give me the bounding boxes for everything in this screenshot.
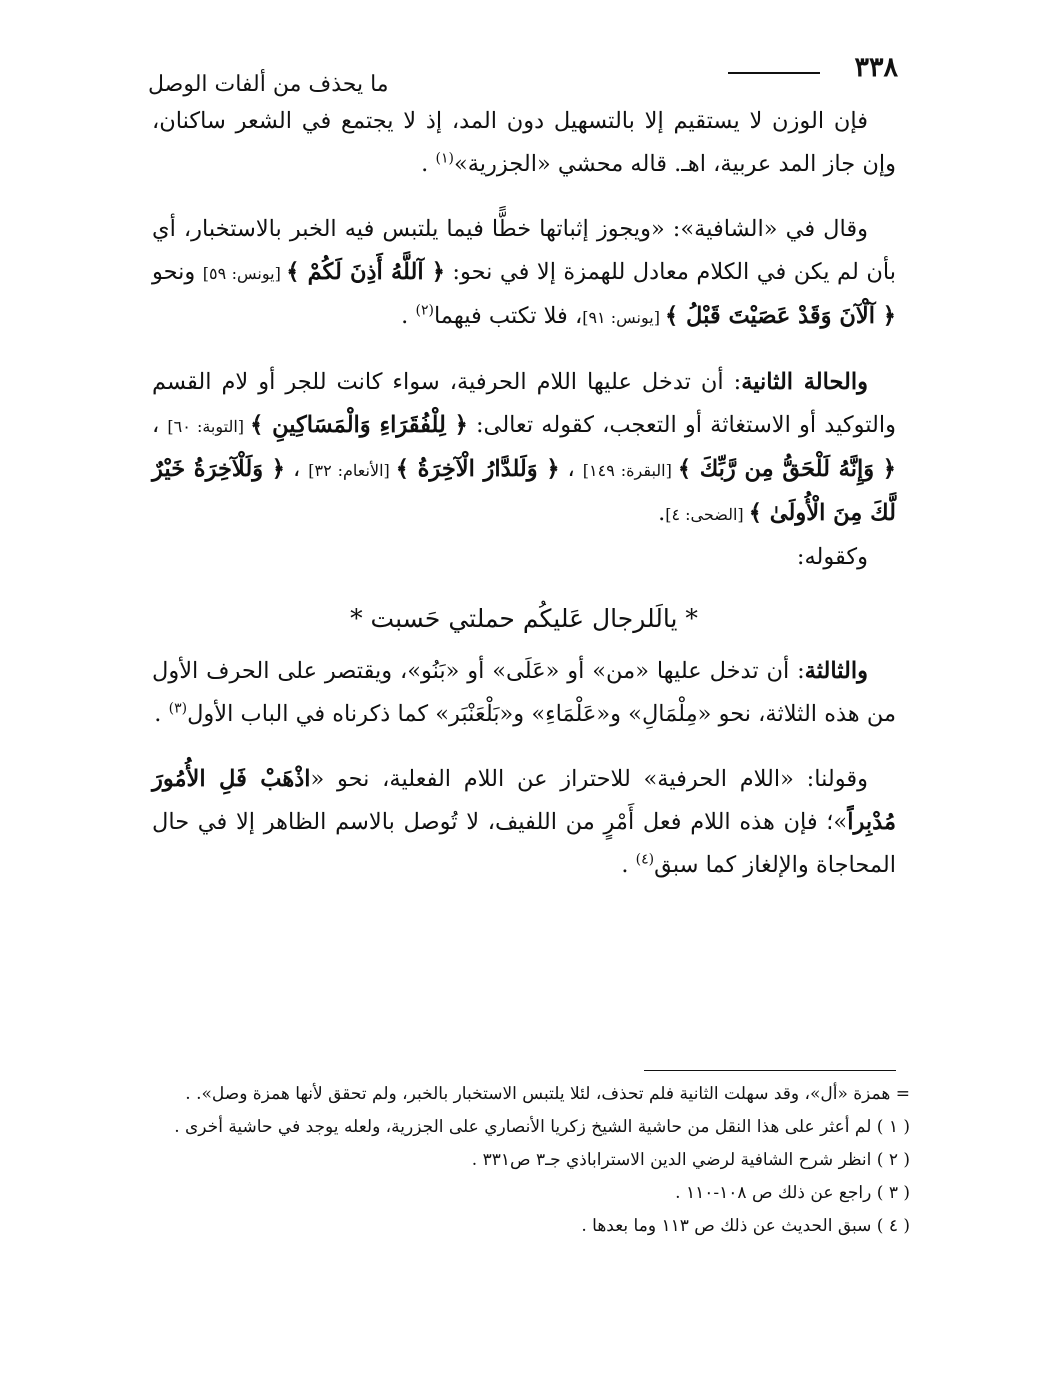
quran-quote: ﴿ وَإِنَّهُ لَلْحَقُّ مِن رَّبِّكَ ﴾ — [677, 456, 896, 482]
running-title: ما يحذف من ألفات الوصل — [148, 72, 389, 97]
quran-quote: ﴿ آلْآنَ وَقَدْ عَصَيْتَ قَبْلُ ﴾ — [665, 303, 896, 329]
footnote-ref-3: (٣) — [168, 700, 188, 717]
quran-quote: ﴿ آللَّهُ أَذِنَ لَكُمْ ﴾ — [286, 259, 445, 285]
paragraph-4: وكقوله: — [796, 544, 868, 570]
quran-quote: ﴿ لِلْفُقَرَاءِ وَالْمَسَاكِينِ ﴾ — [250, 412, 468, 438]
footnote-3: ( ٣ ) راجع عن ذلك ص ١٠٨-١١٠ . — [675, 1183, 910, 1203]
quoted-verse: اذْهَبْ فَلِ الأُمُورَ مُدْبِراً — [152, 766, 896, 835]
footnote-ref-1: (١) — [435, 150, 454, 167]
surah-ref: [يونس: ٩١] — [582, 308, 666, 327]
header-rule — [728, 72, 820, 74]
surah-ref: [الأنعام: ٣٢] — [308, 461, 396, 480]
poetry-verse: * يالَلرجال عَليكُم حملتي حَسبت * — [350, 604, 698, 633]
section-label: والحالة الثانية — [741, 369, 868, 395]
quran-quote: ﴿ وَلَلْآخِرَةُ خَيْرٌ لَّكَ مِنَ الْأُولَىٰ ﴾ — [152, 456, 896, 526]
footnote-continued: = همزة «أل»، وقد سهلت الثانية فلم تحذف، لئلا يلتبس الاستخبار بالخبر، ولم تحقق لأنها همزة وصل». . — [185, 1084, 910, 1104]
footnote-4: ( ٤ ) سبق الحديث عن ذلك ص ١١٣ وما بعدها . — [581, 1216, 910, 1236]
paragraph-3: والحالة الثانية: أن تدخل عليها اللام الحرفية، سواء كانت للجر أو لام القسم والتوكيد أو الاستغاثة أو التعجب، كقوله تعالى: ﴿ لِلْفُقَرَاءِ وَالْمَسَاكِينِ ﴾ [التوبة: ٦٠] ، ﴿ وَإِنَّهُ لَلْحَقُّ مِن رَّبِّكَ ﴾ [البقرة: ١٤٩] ، ﴿ وَلَلدَّارُ الْآخِرَةُ ﴾ [الأنعام: ٣٢] ، ﴿ وَلَلْآخِرَةُ خَيْرٌ لَّكَ مِنَ الْأُولَىٰ ﴾ [الضحى: ٤]. — [152, 369, 897, 526]
page-header — [148, 52, 898, 102]
paragraph-6: وقولنا: «اللام الحرفية» للاحتراز عن اللام الفعلية، نحو «اذْهَبْ فَلِ الأُمُورَ مُدْبِراً»؛ فإن هذه اللام فعل أَمْرٍ من اللفيف، لا تُوصل بالاسم الظاهر إلا في حال المحاجاة والإلغاز كما سبق$^{(٤)}$ . — [152, 766, 896, 878]
surah-ref: [البقرة: ١٤٩] — [582, 461, 678, 480]
paragraph-1: فإن الوزن لا يستقيم إلا بالتسهيل دون المد، إذ لا يجتمع في الشعر ساكنان، وإن جاز المد عربية، اهـ. قاله محشي «الجزرية»$^{(١)}$ . — [152, 108, 896, 177]
section-label: والثالثة — [804, 658, 868, 684]
quran-quote: ﴿ وَلَلدَّارُ الْآخِرَةُ ﴾ — [395, 456, 560, 482]
footnote-ref-2: (٢) — [415, 302, 434, 319]
paragraph-2: وقال في «الشافية»: «ويجوز إثباتها خطًّا فيما يلتبس فيه الخبر بالاستخبار، أي بأن لم يكن في الكلام معادل للهمزة إلا في نحو: ﴿ آللَّهُ أَذِنَ لَكُمْ ﴾ [يونس: ٥٩] ونحو ﴿ آلْآنَ وَقَدْ عَصَيْتَ قَبْلُ ﴾ [يونس: ٩١]، فلا تكتب فيهما$^{(٢)}$ . — [152, 216, 896, 329]
footnote-2: ( ٢ ) انظر شرح الشافية لرضي الدين الاستراباذي جـ٣ ص٣٣١ . — [471, 1150, 910, 1170]
surah-ref: [الضحى: ٤] — [665, 505, 749, 524]
page-number: ٣٣٨ — [854, 52, 898, 83]
main-text — [152, 100, 896, 887]
footnote-1: ( ١ ) لم أعثر على هذا النقل من حاشية الشيخ زكريا الأنصاري على الجزرية، ولعله يوجد في حاشية أخرى . — [174, 1117, 910, 1137]
footnotes — [166, 1080, 910, 1245]
surah-ref: [يونس: ٥٩] — [202, 264, 287, 283]
paragraph-5: والثالثة: أن تدخل عليها «من» أو «عَلَى» أو «بَنُو»، ويقتصر على الحرف الأول من هذه الثلاثة، نحو «مِلْمَالِ» و«عَلْمَاءِ» و«بَلْعَنْبَر» كما ذكرناه في الباب الأول$^{(٣)}$ . — [152, 658, 896, 727]
footnote-ref-4: (٤) — [635, 851, 655, 868]
footnote-rule — [644, 1070, 896, 1071]
surah-ref: [التوبة: ٦٠] — [167, 417, 251, 436]
